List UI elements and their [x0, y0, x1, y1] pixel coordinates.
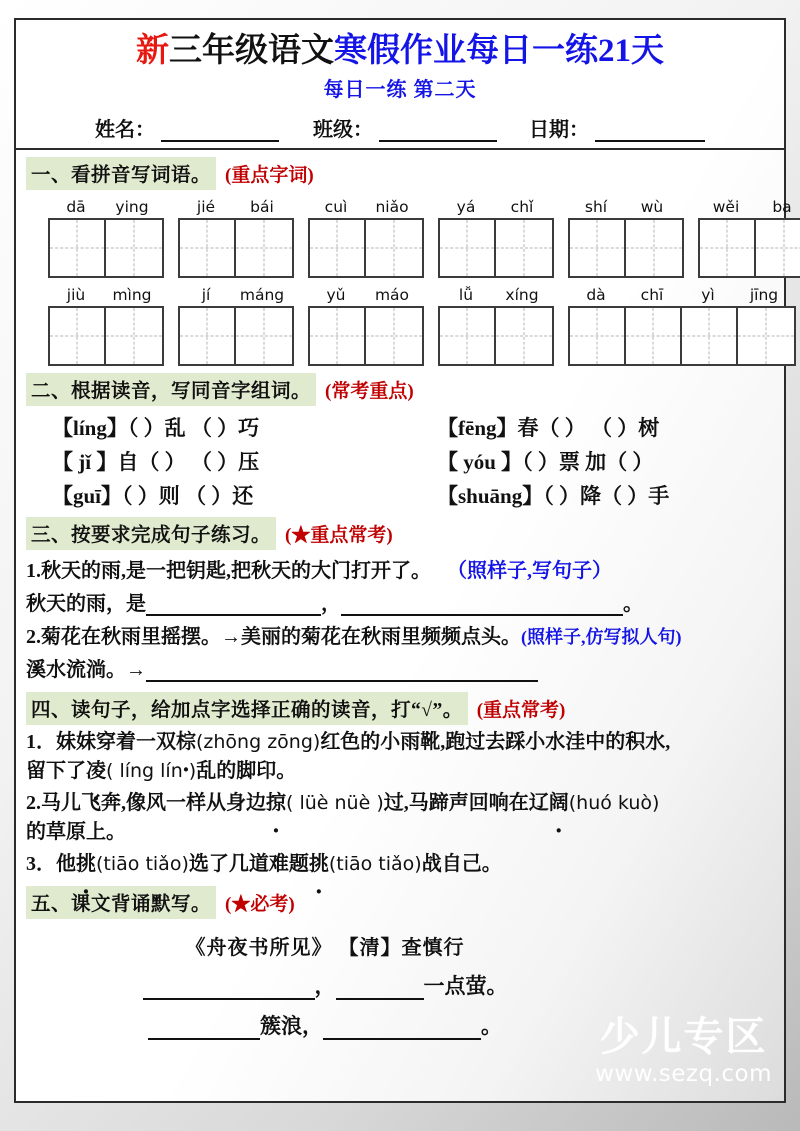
s4-item-2: [26, 789, 774, 847]
pinyin-row-2: [26, 285, 779, 366]
pinyin-grid-container: [26, 197, 792, 366]
s4-q1-part-c: 留下了: [26, 759, 86, 782]
word-group: [178, 198, 294, 278]
section-4-title: 四、读句子，给加点字选择正确的读音，打“√”。: [26, 692, 468, 725]
pinyin-syllable: yǔ: [326, 285, 346, 304]
section-2-title: 二、根据读音，写同音字组词。: [26, 373, 316, 406]
pinyin-syllable: ba: [772, 197, 792, 216]
tianzige-cell[interactable]: [756, 220, 800, 276]
s4-q3-dotted-char-2: 挑: [308, 852, 329, 875]
header-divider: [16, 148, 784, 150]
word-group: [48, 286, 164, 366]
homophone-right-item[interactable]: 【shuāng】（ ）降（ ）手: [437, 483, 670, 508]
section-1-title: 一、看拼音写词语。: [26, 157, 216, 190]
tianzige-box-group[interactable]: [178, 306, 294, 366]
section-5-note: (★必考): [225, 893, 295, 915]
s4-q3-options-2[interactable]: (tiāo tiǎo): [328, 852, 422, 875]
s3-q1-hint: （照样子,写句子）: [447, 559, 612, 582]
section-header-2: [26, 373, 774, 406]
word-group: [568, 198, 684, 278]
section-4-note: (重点常考): [476, 699, 566, 721]
s4-q2-options-2[interactable]: (huó kuò): [568, 791, 660, 814]
poem-blank-1a[interactable]: [143, 980, 315, 1000]
pinyin-syllable: jí: [201, 285, 211, 304]
tianzige-box-group[interactable]: [438, 306, 554, 366]
pinyin-syllable: dà: [586, 285, 606, 304]
pinyin-syllable: cuì: [324, 197, 348, 216]
pinyin-syllable: lǚ: [458, 285, 474, 304]
homophone-right-item[interactable]: 【fēng】春（ ） （ ）树: [437, 415, 660, 440]
pinyin-labels: [178, 198, 294, 218]
date-input-blank[interactable]: [595, 122, 705, 142]
homophone-row: [52, 412, 774, 442]
tianzige-cell[interactable]: [440, 308, 496, 364]
homophone-right-item[interactable]: 【 yóu 】（ ）票 加（ ）: [437, 449, 654, 474]
s4-q2-options-1[interactable]: ( lüè nüè ): [286, 791, 384, 814]
homophone-table: [26, 412, 774, 510]
tianzige-cell[interactable]: [738, 308, 794, 364]
pinyin-syllable: bái: [250, 197, 274, 216]
pinyin-labels: [438, 198, 554, 218]
name-input-blank[interactable]: [161, 122, 279, 142]
pinyin-labels: [568, 286, 796, 306]
s4-q3-part-c: 战自己。: [421, 852, 502, 875]
s4-q2-part-b: 过,马蹄声回响在辽: [383, 791, 549, 814]
title-part-grade: 三年级语文: [169, 33, 334, 69]
poem-line2-mid: 簇浪，: [260, 1013, 323, 1038]
homophone-left-item[interactable]: 【líng】（ ）乱 （ ）巧: [52, 415, 260, 440]
section-header-5: [26, 886, 774, 919]
poem-blank-2a[interactable]: [148, 1020, 260, 1040]
tianzige-cell[interactable]: [570, 220, 626, 276]
s3-q1-prompt: [26, 554, 774, 583]
pinyin-syllable: yì: [701, 285, 715, 304]
homophone-row: [52, 480, 774, 510]
tianzige-box-group[interactable]: [178, 218, 294, 278]
poem-blank-line-2: [26, 1010, 774, 1040]
tianzige-box-group[interactable]: [568, 306, 796, 366]
s4-q2-part-c: 的草原上。: [26, 820, 126, 843]
s3-q1-answer-line: [26, 587, 774, 616]
tianzige-box-group[interactable]: [48, 218, 164, 278]
worksheet-page: [14, 18, 792, 1103]
pinyin-syllable: jīng: [749, 285, 779, 304]
word-group: [48, 198, 164, 278]
s4-q1-dotted-char-2: 凌: [86, 759, 106, 782]
s3-q1-comma: ，: [321, 592, 341, 615]
pinyin-syllable: máng: [239, 285, 285, 304]
student-info-row: [26, 113, 774, 146]
s4-q3-dotted-char-1: 挑: [76, 852, 96, 875]
poem-line2-end: 。: [481, 1013, 502, 1038]
tianzige-cell[interactable]: [626, 308, 682, 364]
poem-blank-1b[interactable]: [336, 980, 424, 1000]
s4-q1-options-1[interactable]: (zhōng zōng): [196, 730, 321, 753]
pinyin-syllable: máo: [374, 285, 410, 304]
pinyin-labels: [438, 286, 554, 306]
pinyin-labels: [568, 198, 684, 218]
s4-item-1: [26, 728, 774, 786]
section-header-4: [26, 692, 774, 725]
pinyin-syllable: xíng: [505, 285, 539, 304]
poem-line1-end: 一点萤。: [423, 973, 508, 998]
tianzige-cell[interactable]: [180, 220, 236, 276]
section-header-1: [26, 157, 774, 190]
tianzige-cell[interactable]: [570, 308, 626, 364]
tianzige-box-group[interactable]: [568, 218, 684, 278]
section-3-title: 三、按要求完成句子练习。: [26, 517, 276, 550]
s3-q1-answer-prefix: 秋天的雨，是: [26, 592, 146, 615]
tianzige-cell[interactable]: [626, 220, 682, 276]
pinyin-syllable: jiù: [66, 285, 86, 304]
section-5-title: 五、课文背诵默写。: [26, 886, 216, 919]
pinyin-labels: [308, 198, 424, 218]
tianzige-box-group[interactable]: [438, 218, 554, 278]
tianzige-cell[interactable]: [236, 308, 292, 364]
tianzige-cell[interactable]: [700, 220, 756, 276]
tianzige-cell[interactable]: [496, 220, 552, 276]
pinyin-syllable: shí: [584, 197, 608, 216]
word-group: [568, 286, 796, 366]
pinyin-labels: [178, 286, 294, 306]
watermark-url: www.sezq.com: [595, 1061, 772, 1087]
s4-q2-dotted-char-2: 阔: [548, 791, 569, 814]
word-group: [698, 198, 800, 278]
pinyin-labels: [48, 198, 164, 218]
pinyin-syllable: niǎo: [375, 197, 409, 216]
watermark-brand: 少儿专区: [599, 1014, 768, 1060]
word-group: [438, 198, 554, 278]
tianzige-box-group[interactable]: [698, 218, 800, 278]
s3-q2-answer-line: [26, 653, 774, 682]
section-header-3: [26, 517, 774, 550]
tianzige-cell[interactable]: [50, 308, 106, 364]
section-3-note: (★重点常考): [285, 524, 393, 546]
name-label: 姓名：: [95, 118, 155, 141]
pinyin-syllable: jié: [196, 197, 216, 216]
s4-q1-dotted-char-1: 棕: [176, 730, 196, 753]
s4-item-3: [26, 850, 774, 879]
pinyin-labels: [48, 286, 164, 306]
pinyin-labels: [308, 286, 424, 306]
tianzige-cell[interactable]: [180, 308, 236, 364]
pinyin-syllable: ying: [115, 197, 149, 216]
s3-q2-text: 2.菊花在秋雨里摇摆。→美丽的菊花在秋雨里频频点头。: [26, 625, 521, 648]
tianzige-cell[interactable]: [496, 308, 552, 364]
tianzige-box-group[interactable]: [308, 306, 424, 366]
s4-q3-part-a: 3．他: [26, 852, 76, 875]
s4-q1-part-b: 红色的小雨靴,跑过去踩小水洼中的积水,: [320, 730, 671, 753]
s4-q1-options-2[interactable]: ( líng lín ): [106, 759, 197, 782]
poem-blank-line-1: [26, 970, 774, 1000]
s3-q1-period: 。: [623, 592, 643, 615]
tianzige-cell[interactable]: [106, 308, 162, 364]
s3-q1-blank-1[interactable]: [146, 596, 321, 616]
pinyin-syllable: yá: [456, 197, 476, 216]
date-label: 日期：: [529, 118, 589, 141]
pinyin-syllable: wù: [640, 197, 664, 216]
poem-comma-1: ，: [314, 973, 336, 998]
tianzige-cell[interactable]: [310, 220, 366, 276]
tianzige-cell[interactable]: [310, 308, 366, 364]
class-label: 班级：: [313, 118, 373, 141]
pinyin-row-1: [26, 197, 792, 278]
s4-q2-dotted-char-1: 掠: [266, 791, 286, 814]
tianzige-cell[interactable]: [50, 220, 106, 276]
s3-q1-blank-2[interactable]: [341, 596, 623, 616]
class-input-blank[interactable]: [379, 122, 497, 142]
word-group: [178, 286, 294, 366]
pinyin-labels: [698, 198, 800, 218]
s3-q2-hint: (照样子,仿写拟人句): [521, 626, 682, 647]
s4-q3-part-b: 选了几道难题: [188, 852, 309, 875]
section-2-note: (常考重点): [325, 380, 414, 402]
s3-q2-prompt: [26, 620, 774, 649]
s4-q3-options-1[interactable]: (tiāo tiǎo): [96, 852, 189, 875]
tianzige-cell[interactable]: [366, 308, 422, 364]
homophone-left-item[interactable]: 【 jǐ 】自（ ） （ ）压: [52, 449, 260, 474]
section-1-note: (重点字词): [225, 164, 314, 186]
poem-title: 《舟夜书所见》 【清】查慎行: [185, 936, 465, 959]
word-group: [308, 198, 424, 278]
s3-q2-blank-1[interactable]: [146, 662, 538, 682]
poem-blank-2b[interactable]: [323, 1020, 481, 1040]
page-title: [26, 32, 774, 71]
pinyin-syllable: chī: [640, 285, 664, 304]
homophone-left-item[interactable]: 【guī】（ ）则 （ ）还: [52, 483, 254, 508]
tianzige-cell[interactable]: [440, 220, 496, 276]
s3-q2-answer-prefix: 溪水流淌。→: [26, 658, 146, 681]
pinyin-syllable: mìng: [112, 285, 152, 304]
tianzige-cell[interactable]: [236, 220, 292, 276]
s4-q1-part-d: 乱的脚印。: [196, 759, 297, 782]
tianzige-box-group[interactable]: [308, 218, 424, 278]
pinyin-syllable: dā: [66, 197, 86, 216]
page-subtitle: 每日一练 第二天: [323, 78, 477, 101]
word-group: [438, 286, 554, 366]
s3-q1-text: 1.秋天的雨,是一把钥匙,把秋天的大门打开了。: [26, 559, 431, 582]
homophone-row: [52, 446, 774, 476]
tianzige-cell[interactable]: [366, 220, 422, 276]
title-part-new: 新: [136, 33, 169, 69]
word-group: [308, 286, 424, 366]
title-part-winter: 寒假作业每日一练21天: [334, 33, 664, 69]
pinyin-syllable: chǐ: [510, 197, 534, 216]
s4-q2-part-a: 2.马儿飞奔,像风一样从身边: [26, 791, 266, 814]
pinyin-syllable: wěi: [712, 197, 740, 216]
tianzige-box-group[interactable]: [48, 306, 164, 366]
tianzige-cell[interactable]: [682, 308, 738, 364]
tianzige-cell[interactable]: [106, 220, 162, 276]
s4-q1-part-a: 1．妹妹穿着一双: [26, 730, 176, 753]
